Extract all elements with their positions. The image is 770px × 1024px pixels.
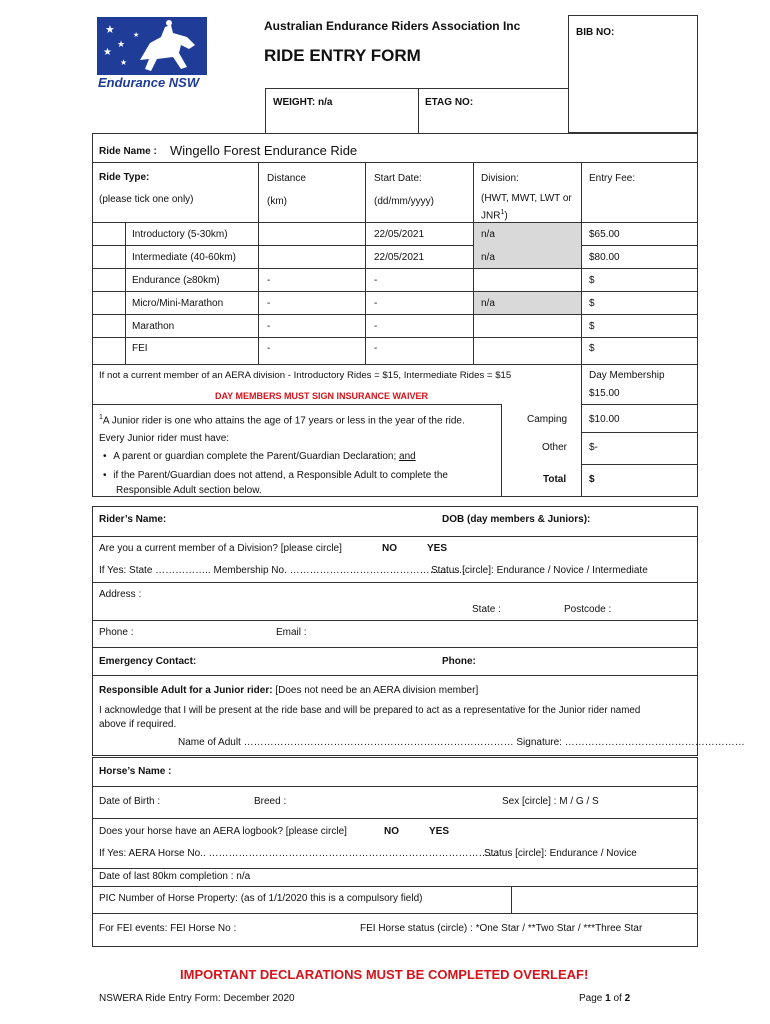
emergency-phone-label[interactable]: Phone: (442, 656, 476, 667)
ride-type-label: Intermediate (40-60km) (132, 252, 236, 263)
ride-start-date[interactable]: - (374, 343, 378, 354)
emergency-contact-label[interactable]: Emergency Contact: (99, 656, 197, 667)
svg-text:★: ★ (133, 32, 140, 39)
ride-type-label: FEI (132, 343, 148, 354)
ride-type-checkbox[interactable] (93, 292, 124, 314)
camping-label: Camping (527, 414, 568, 425)
ride-type-label: Endurance (≥80km) (132, 275, 220, 286)
member-no-option[interactable]: NO (382, 543, 397, 554)
membership-note: If not a current member of an AERA division - Introductory Rides = $15, Intermediate Rides = $15 (99, 370, 512, 381)
ride-start-date[interactable]: - (374, 275, 378, 286)
ride-fee: $ (589, 275, 595, 286)
logbook-no-option[interactable]: NO (384, 826, 399, 837)
responsible-ack-1: I acknowledge that I will be present at the ride base and will be prepared to act as a representative for the Junior rider named (99, 705, 641, 716)
junior-definition: $^1$A Junior rider is one who attains the age of 17 years or less in the year of the ride. (99, 414, 465, 427)
pic-number-label[interactable]: PIC Number of Horse Property: (as of 1/1/2020 this is a compulsory field) (99, 893, 423, 904)
state-label[interactable]: State : (472, 604, 501, 615)
ride-distance[interactable]: - (267, 343, 271, 354)
ride-start-date[interactable]: 22/05/2021 (374, 252, 425, 263)
aera-horse-no[interactable]: If Yes: AERA Horse No.. …………………………………………………………………………… (99, 848, 499, 859)
horse-name-label[interactable]: Horse’s Name : (99, 766, 172, 777)
other-fee[interactable]: $- (589, 442, 598, 453)
ride-fee: $65.00 (589, 229, 620, 240)
address-label[interactable]: Address : (99, 589, 142, 600)
col-start-fmt: (dd/mm/yyyy) (374, 196, 434, 207)
ride-type-checkbox[interactable] (93, 269, 124, 291)
ride-division[interactable]: n/a (481, 252, 495, 263)
responsible-ack-2: above if required. (99, 719, 177, 730)
org-name: Australian Endurance Riders Association Inc (264, 19, 521, 33)
ride-type-label: Introductory (5-30km) (132, 229, 228, 240)
ride-start-date[interactable]: - (374, 298, 378, 309)
membership-details[interactable]: If Yes: State …………….. Membership No. ……………………………………….……. (99, 565, 466, 576)
logo (95, 15, 215, 95)
col-distance-unit: (km) (267, 196, 287, 207)
junior-requirements: Every Junior rider must have: (99, 433, 230, 444)
logbook-yes-option[interactable]: YES (429, 826, 450, 837)
rider-dob-label[interactable]: DOB (day members & Juniors): (442, 514, 591, 525)
ride-type-label: Marathon (132, 321, 175, 332)
ride-type-checkbox[interactable] (93, 337, 124, 359)
horse-sex-label[interactable]: Sex [circle] : M / G / S (502, 796, 599, 807)
ride-fee: $ (589, 321, 595, 332)
page-number: Page 1 of 2 (579, 993, 631, 1004)
camping-fee: $10.00 (589, 414, 620, 425)
col-division: Division: (481, 173, 519, 184)
day-membership-label: Day Membership (589, 370, 665, 381)
ride-name-label: Ride Name : (99, 146, 157, 157)
ride-name-value[interactable]: Wingello Forest Endurance Ride (170, 143, 358, 158)
fei-horse-no[interactable]: For FEI events: FEI Horse No : (99, 923, 237, 934)
svg-text:★: ★ (103, 47, 112, 58)
total-label: Total (543, 474, 567, 485)
weight-etag-box (265, 88, 569, 134)
ride-distance[interactable]: - (267, 275, 271, 286)
etag-field[interactable]: ETAG NO: (425, 97, 474, 108)
postcode-label[interactable]: Postcode : (564, 604, 612, 615)
svg-text:★: ★ (105, 24, 115, 36)
ride-fee: $80.00 (589, 252, 620, 263)
ride-type-checkbox[interactable] (93, 223, 124, 245)
waiver-warning: DAY MEMBERS MUST SIGN INSURANCE WAIVER (215, 391, 429, 401)
col-distance: Distance (267, 173, 306, 184)
col-division-note: (HWT, MWT, LWT or JNR$^1$) (481, 193, 572, 222)
horse-rider-logo-icon (95, 15, 210, 77)
ride-section (92, 133, 698, 365)
junior-bullet-2-cont: Responsible Adult section below. (116, 485, 262, 496)
horse-dob-label[interactable]: Date of Birth : (99, 796, 161, 807)
member-question: Are you a current member of a Division? [please circle] (99, 543, 342, 554)
fei-horse-status[interactable]: FEI Horse status (circle) : *One Star / **Two Star / ***Three Star (360, 923, 643, 934)
svg-text:★: ★ (117, 39, 126, 49)
junior-bullet-2: • if the Parent/Guardian does not attend, a Responsible Adult to complete the (103, 470, 448, 481)
ride-start-date[interactable]: - (374, 321, 378, 332)
rider-section (92, 506, 698, 676)
email-label[interactable]: Email : (276, 627, 307, 638)
total-fee[interactable]: $ (589, 474, 595, 485)
ride-type-checkbox[interactable] (93, 246, 124, 268)
day-membership-fee: $15.00 (589, 388, 620, 399)
ride-fee: $ (589, 298, 595, 309)
ride-type-label: Micro/Mini-Marathon (132, 298, 224, 309)
responsible-adult-label: Responsible Adult for a Junior rider: [Does not need be an AERA division member] (99, 685, 479, 696)
footer-form-name: NSWERA Ride Entry Form: December 2020 (99, 993, 295, 1004)
phone-label[interactable]: Phone : (99, 627, 134, 638)
form-title: RIDE ENTRY FORM (264, 46, 421, 65)
horse-status[interactable]: Status [circle]: Endurance / Novice (484, 848, 637, 859)
ride-distance[interactable]: - (267, 298, 271, 309)
col-fee: Entry Fee: (589, 173, 636, 184)
ride-division[interactable]: n/a (481, 298, 495, 309)
last-80km-completion[interactable]: Date of last 80km completion : n/a (99, 871, 251, 882)
col-start: Start Date: (374, 173, 422, 184)
col-type-note: (please tick one only) (99, 194, 194, 205)
logo-caption: Endurance NSW (98, 75, 200, 90)
other-label: Other (542, 442, 568, 453)
ride-division[interactable]: n/a (481, 229, 495, 240)
ride-type-checkbox[interactable] (93, 315, 124, 337)
ride-start-date[interactable]: 22/05/2021 (374, 229, 425, 240)
rider-status[interactable]: Status [circle]: Endurance / Novice / Intermediate (431, 565, 648, 576)
important-notice: IMPORTANT DECLARATIONS MUST BE COMPLETED OVERLEAF! (180, 967, 589, 982)
logbook-question: Does your horse have an AERA logbook? [please circle] (99, 826, 347, 837)
ride-distance[interactable]: - (267, 321, 271, 332)
responsible-name-signature[interactable]: Name of Adult ……………………………………………………………………… Signature: ……………………………………………… (178, 737, 745, 748)
junior-bullet-1: • A parent or guardian complete the Parent/Guardian Declaration; and (103, 451, 416, 462)
ride-fee: $ (589, 343, 595, 354)
bib-label: BIB NO: (576, 27, 615, 38)
weight-field[interactable]: WEIGHT: n/a (273, 97, 333, 108)
svg-text:★: ★ (120, 58, 128, 67)
col-type: Ride Type: (99, 172, 150, 183)
member-yes-option[interactable]: YES (427, 543, 448, 554)
rider-name-label[interactable]: Rider’s Name: (99, 514, 167, 525)
horse-breed-label[interactable]: Breed : (254, 796, 287, 807)
